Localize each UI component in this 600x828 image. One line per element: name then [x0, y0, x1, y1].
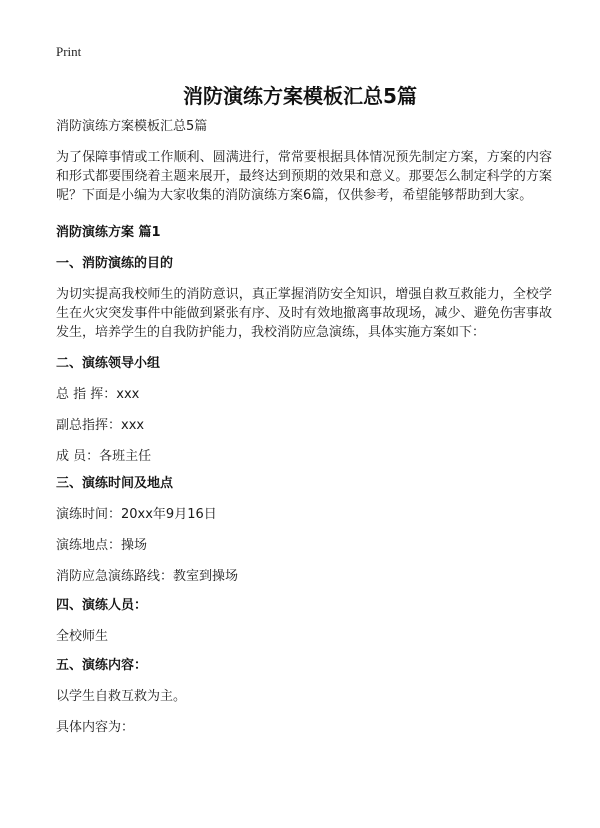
- deputy-commander-line: 副总指挥：xxx: [56, 418, 145, 433]
- print-link[interactable]: Print: [56, 44, 82, 59]
- document-subtitle: 消防演练方案模板汇总5篇: [56, 119, 208, 134]
- section2-heading: 二、演练领导小组: [56, 356, 161, 371]
- section5-heading: 五、演练内容：: [56, 658, 148, 673]
- document-title: 消防演练方案模板汇总5篇: [183, 84, 417, 108]
- intro-paragraph: 为了保障事情或工作顺利、圆满进行，常常要根据具体情况预先制定方案，方案的内容和形式都要围绕着主题来展开，最终达到预期的效果和意义。那要怎么制定科学的方案呢？下面是小编为大家收集的消防演练方案6篇，仅供参考，希望能够帮助到大家。: [56, 150, 552, 203]
- drill-time-line: 演练时间：20xx年9月16日: [56, 507, 217, 522]
- section1-body: 为切实提高我校师生的消防意识，真正掌握消防安全知识，增强自救互救能力，全校学生在火灾突发事件中能做到紧张有序、及时有效地撤离事故现场，减少、避免伤害事故发生，培养学生的自我防护能力，我校消防应急演练，具体实施方案如下：: [56, 287, 552, 340]
- plan1-heading: 消防演练方案 篇1: [56, 225, 161, 240]
- section3-heading: 三、演练时间及地点: [56, 476, 174, 491]
- commander-line: 总 指 挥：xxx: [56, 387, 140, 402]
- drill-place-line: 演练地点：操场: [56, 538, 148, 553]
- members-line: 成 员：各班主任: [56, 449, 152, 464]
- document-body: [56, 117, 552, 737]
- participants-line: 全校师生: [56, 629, 109, 644]
- section4-heading: 四、演练人员：: [56, 598, 148, 613]
- content-main-line: 以学生自救互救为主。: [56, 689, 187, 704]
- drill-route-line: 消防应急演练路线：教室到操场: [56, 569, 239, 584]
- content-detail-label: 具体内容为：: [56, 720, 135, 735]
- section1-heading: 一、消防演练的目的: [56, 256, 174, 271]
